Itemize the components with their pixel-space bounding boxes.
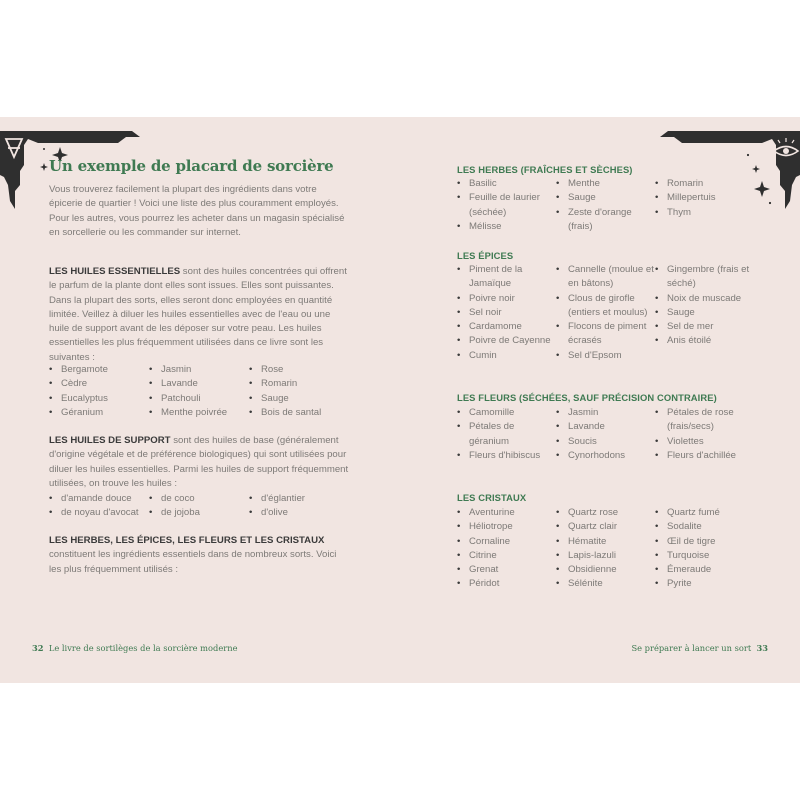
spices-list xyxy=(457,263,765,363)
list-item: • Poivre noir xyxy=(457,292,556,306)
book-spread xyxy=(0,117,800,683)
crystals-list xyxy=(457,506,765,592)
herbs-list xyxy=(457,177,765,234)
list-item: • Cornaline xyxy=(457,535,556,549)
list-item: • Émeraude xyxy=(655,563,765,577)
list-item: • Aventurine xyxy=(457,506,556,520)
list-item: • Quartz fumé xyxy=(655,506,765,520)
list-item: • Bois de santal xyxy=(249,406,359,420)
carrier-oils-paragraph: LES HUILES DE SUPPORT sont des huiles de base (généralement d'origine végétale et de préférence biologiques) qui sont utilisées pour diluer les huiles essentielles. Parmi les huiles de support fréquemment utilisées, on trouve les huiles : xyxy=(49,435,349,489)
list-item: • Géranium xyxy=(49,406,149,420)
list-item: • Quartz rose xyxy=(556,506,655,520)
list-item: • Zeste d'orange (frais) xyxy=(556,206,655,235)
page-title: Un exemple de placard de sorcière xyxy=(49,157,334,175)
list-item: • Sel d'Epsom xyxy=(556,349,655,363)
list-item: • Romarin xyxy=(655,177,765,191)
list-item: • Turquoise xyxy=(655,549,765,563)
list-item: • Millepertuis xyxy=(655,191,765,205)
list-item: • Cannelle (moulue et en bâtons) xyxy=(556,263,655,292)
list-item: • Piment de la Jamaïque xyxy=(457,263,556,292)
list-item: • Lavande xyxy=(149,377,249,391)
list-item: • Quartz clair xyxy=(556,520,655,534)
list-item: • de jojoba xyxy=(149,506,249,520)
list-item: • Sauge xyxy=(249,392,359,406)
list-item: • Gingembre (frais et séché) xyxy=(655,263,765,292)
list-item: • Violettes xyxy=(655,435,765,449)
list-item: • Pétales de géranium xyxy=(457,420,556,449)
list-item: • Thym xyxy=(655,206,765,220)
carrier-oils-list xyxy=(49,492,359,521)
list-item: • Fleurs d'achillée xyxy=(655,449,765,463)
list-item: • Clous de girofle (entiers et moulus) xyxy=(556,292,655,321)
list-item: • de coco xyxy=(149,492,249,506)
list-item: • Œil de tigre xyxy=(655,535,765,549)
flowers-list xyxy=(457,406,765,463)
list-item: • Bergamote xyxy=(49,363,149,377)
list-item: • Grenat xyxy=(457,563,556,577)
flowers-heading: LES FLEURS (SÉCHÉES, SAUF PRÉCISION CONTRAIRE) xyxy=(457,392,717,403)
intro-paragraph: Vous trouverez facilement la plupart des ingrédients dans votre épicerie de quartier ! Voici une liste des plus couramment employés. Pour les autres, vous pourrez les acheter dans un magasin spécialisé en sorcellerie ou les commander sur internet. xyxy=(49,184,345,238)
list-item: • Cèdre xyxy=(49,377,149,391)
list-item: • Basilic xyxy=(457,177,556,191)
list-item: • Mélisse xyxy=(457,220,556,234)
list-item: • Fleurs d'hibiscus xyxy=(457,449,556,463)
list-item: • Cardamome xyxy=(457,320,556,334)
list-item: • Sel de mer xyxy=(655,320,765,334)
list-item: • Sauge xyxy=(655,306,765,320)
list-item: • Lapis-lazuli xyxy=(556,549,655,563)
list-item: • d'amande douce xyxy=(49,492,149,506)
essential-oils-list xyxy=(49,363,359,420)
herbs-intro-heading: LES HERBES, LES ÉPICES, LES FLEURS ET LES CRISTAUX xyxy=(49,535,325,546)
right-running-title: Se préparer à lancer un sort xyxy=(631,643,752,653)
essential-oils-heading: LES HUILES ESSENTIELLES xyxy=(49,266,181,277)
list-item: • Lavande xyxy=(556,420,655,434)
left-footer xyxy=(32,643,237,653)
list-item: • Feuille de laurier (séchée) xyxy=(457,191,556,220)
list-item: • d'églantier xyxy=(249,492,359,506)
spices-heading: LES ÉPICES xyxy=(457,250,514,261)
list-item: • de noyau d'avocat xyxy=(49,506,149,520)
left-page-number: 32 xyxy=(32,643,44,653)
list-item: • Menthe xyxy=(556,177,655,191)
list-item: • Rose xyxy=(249,363,359,377)
list-item: • Romarin xyxy=(249,377,359,391)
list-item: • Camomille xyxy=(457,406,556,420)
essential-oils-paragraph: LES HUILES ESSENTIELLES sont des huiles concentrées qui offrent le parfum de la plante dont elles sont issues. Elles sont puissantes. Dans la plupart des sorts, elles seront donc employées en quantité limitée. Veillez à diluer les huiles essentielles avec de l'eau ou une huile de support avant de les déposer sur votre peau. Les huiles essentielles les plus fréquemment utilisées dans ce livre sont les suivantes : xyxy=(49,266,347,363)
list-item: • Patchouli xyxy=(149,392,249,406)
right-footer xyxy=(631,643,768,653)
herbs-intro-paragraph: LES HERBES, LES ÉPICES, LES FLEURS ET LES CRISTAUX constituent les ingrédients essentiels dans de nombreux sorts. Voici les plus fréquemment utilisés : xyxy=(49,535,337,575)
list-item: • Cumin xyxy=(457,349,556,363)
list-item: • Cynorhodons xyxy=(556,449,655,463)
list-item: • Eucalyptus xyxy=(49,392,149,406)
list-item: • Poivre de Cayenne xyxy=(457,334,556,348)
list-item: • Jasmin xyxy=(556,406,655,420)
carrier-oils-heading: LES HUILES DE SUPPORT xyxy=(49,435,171,446)
list-item: • Noix de muscade xyxy=(655,292,765,306)
list-item: • Pétales de rose (frais/secs) xyxy=(655,406,765,435)
right-page-number: 33 xyxy=(756,643,768,653)
crystals-heading: LES CRISTAUX xyxy=(457,492,527,503)
herbs-heading: LES HERBES (FRAÎCHES ET SÈCHES) xyxy=(457,164,633,175)
list-item: • Soucis xyxy=(556,435,655,449)
list-item: • Citrine xyxy=(457,549,556,563)
left-page xyxy=(0,117,400,683)
list-item: • Jasmin xyxy=(149,363,249,377)
list-item: • Péridot xyxy=(457,577,556,591)
list-item: • Sel noir xyxy=(457,306,556,320)
list-item: • Sodalite xyxy=(655,520,765,534)
list-item: • Hématite xyxy=(556,535,655,549)
left-running-title: Le livre de sortilèges de la sorcière moderne xyxy=(48,643,238,653)
right-page xyxy=(400,117,800,683)
list-item: • d'olive xyxy=(249,506,359,520)
list-item: • Flocons de piment écrasés xyxy=(556,320,655,349)
list-item: • Sauge xyxy=(556,191,655,205)
list-item: • Pyrite xyxy=(655,577,765,591)
list-item: • Sélénite xyxy=(556,577,655,591)
list-item: • Héliotrope xyxy=(457,520,556,534)
list-item: • Menthe poivrée xyxy=(149,406,249,420)
list-item: • Obsidienne xyxy=(556,563,655,577)
list-item: • Anis étoilé xyxy=(655,334,765,348)
